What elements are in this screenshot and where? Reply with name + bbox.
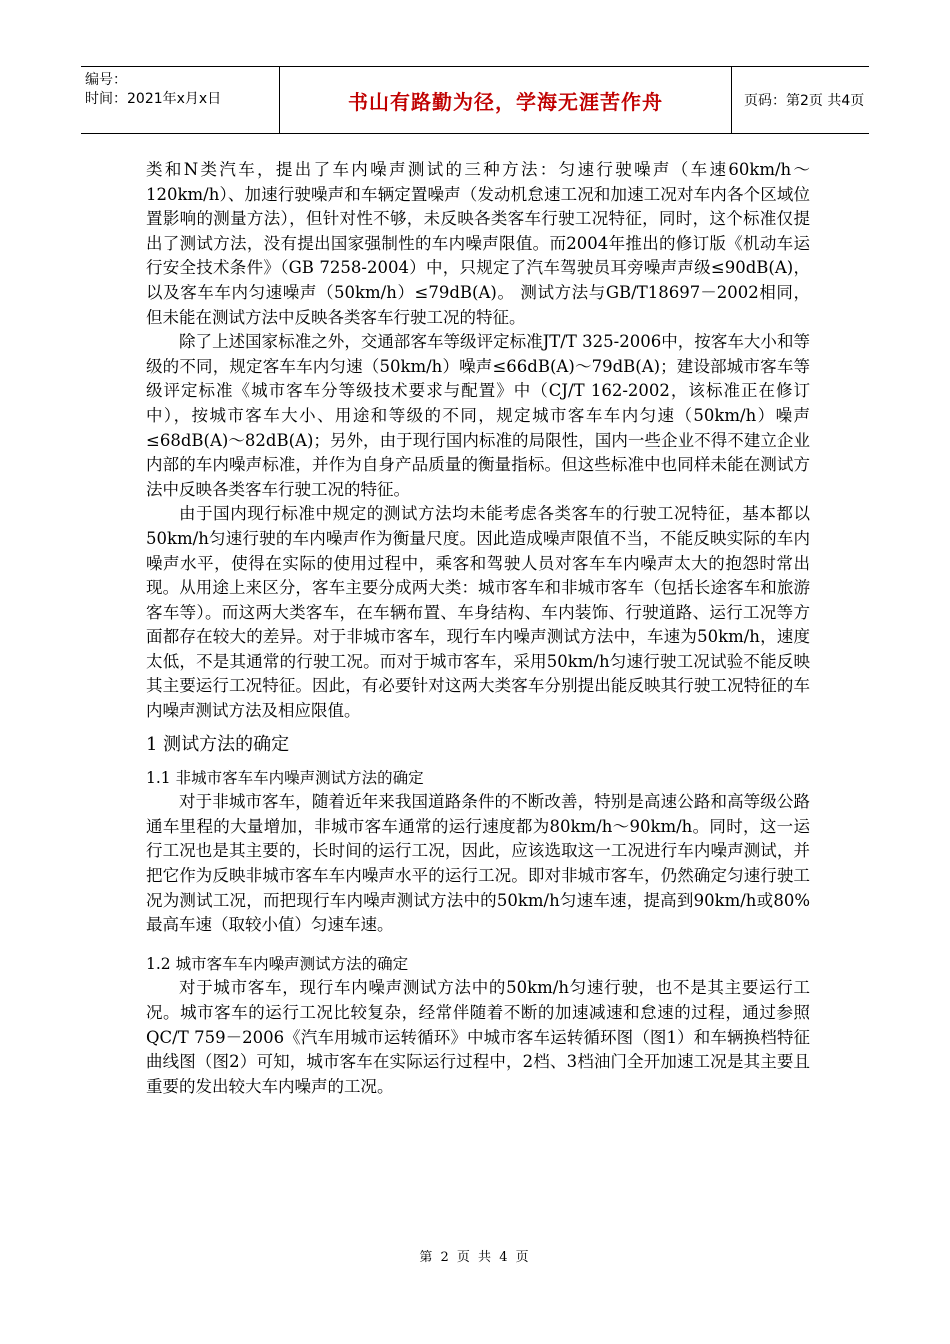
document-number-label: 编号：: [85, 72, 127, 88]
header-motto: 书山有路勤为径，学海无涯苦作舟: [348, 89, 663, 114]
section-heading: 1 测试方法的确定: [146, 733, 290, 755]
page-header: [81, 66, 869, 134]
header-page-cell: [732, 67, 869, 133]
page-footer: 第 2 页 共 4 页: [419, 1250, 531, 1265]
document-body: [146, 158, 810, 1099]
document-time-label: 时间：2021年x月x日: [85, 91, 222, 107]
subsection-heading: 1.2 城市客车车内噪声测试方法的确定: [146, 954, 409, 973]
paragraph: 由于国内现行标准中规定的测试方法均未能考虑各类客车的行驶工况特征，基本都以50km/h匀速行驶的车内噪声作为衡量尺度。因此造成噪声限值不当，不能反映实际的车内噪声水平，使得在实际的使用过程中，乘客和驾驶人员对客车车内噪声太大的抱怨时常出现。从用途上来区分，客车主要分成两大类：城市客车和非城市客车（包括长途客车和旅游客车等）。而这两大类客车，在车辆布置、车身结构、车内装饰、行驶道路、运行工况等方面都存在较大的差异。对于非城市客车，现行车内噪声测试方法中，车速为50km/h，速度太低，不是其通常的行驶工况。而对于城市客车，采用50km/h匀速行驶工况试验不能反映其主要运行工况特征。因此，有必要针对这两大类客车分别提出能反映其行驶工况特征的车内噪声测试方法及相应限值。: [146, 504, 810, 721]
paragraph: 除了上述国家标准之外，交通部客车等级评定标准JT/T 325-2006中，按客车大小和等级的不同，规定客车车内匀速（50km/h）噪声≤66dB(A)～79dB(A)；建设部城市客车等级评定标准《城市客车分等级技术要求与配置》中（CJ/T 162-2002，该标准正在修订中），按城市客车大小、用途和等级的不同，规定城市客车车内匀速（50km/h）噪声≤68dB(A)～82dB(A)；另外，由于现行国内标准的局限性，国内一些企业不得不建立企业内部的车内噪声标准，并作为自身产品质量的衡量指标。但这些标准中也同样未能在测试方法中反映各类客车行驶工况的特征。: [146, 332, 810, 499]
paragraph: 对于城市客车，现行车内噪声测试方法中的50km/h匀速行驶，也不是其主要运行工况。城市客车的运行工况比较复杂，经常伴随着不断的加速减速和怠速的过程，通过参照QC/T 759－2006《汽车用城市运转循环》中城市客车运转循环图（图1）和车辆换档特征曲线图（图2）可知，城市客车在实际运行过程中，2档、3档油门全开加速工况是其主要且重要的发出较大车内噪声的工况。: [146, 978, 810, 1096]
header-page-info: 页码：第2页 共4页: [744, 93, 865, 109]
header-motto-cell: [280, 67, 732, 133]
paragraph: 类和N类汽车，提出了车内噪声测试的三种方法：匀速行驶噪声（车速60km/h～120km/h）、加速行驶噪声和车辆定置噪声（发动机怠速工况和加速工况对车内各个区域位置影响的测量方法），但针对性不够，未反映各类客车行驶工况特征，同时，这个标准仅提出了测试方法，没有提出国家强制性的车内噪声限值。而2004年推出的修订版《机动车运行安全技术条件》（GB 7258-2004）中，只规定了汽车驾驶员耳旁噪声声级≤90dB(A)，以及客车车内匀速噪声（50km/h）≤79dB(A)。 测试方法与GB/T18697－2002相同，但未能在测试方法中反映各类客车行驶工况的特征。: [146, 160, 810, 327]
header-meta: [81, 67, 280, 133]
subsection-heading: 1.1 非城市客车车内噪声测试方法的确定: [146, 768, 424, 787]
paragraph: 对于非城市客车，随着近年来我国道路条件的不断改善，特别是高速公路和高等级公路通车里程的大量增加，非城市客车通常的运行速度都为80km/h～90km/h。同时，这一运行工况也是其主要的，长时间的运行工况，因此，应该选取这一工况进行车内噪声测试，并把它作为反映非城市客车车内噪声水平的运行工况。即对非城市客车，仍然确定匀速行驶工况为测试工况，而把现行车内噪声测试方法中的50km/h匀速车速，提高到90km/h或80%最高车速（取较小值）匀速车速。: [146, 792, 810, 935]
